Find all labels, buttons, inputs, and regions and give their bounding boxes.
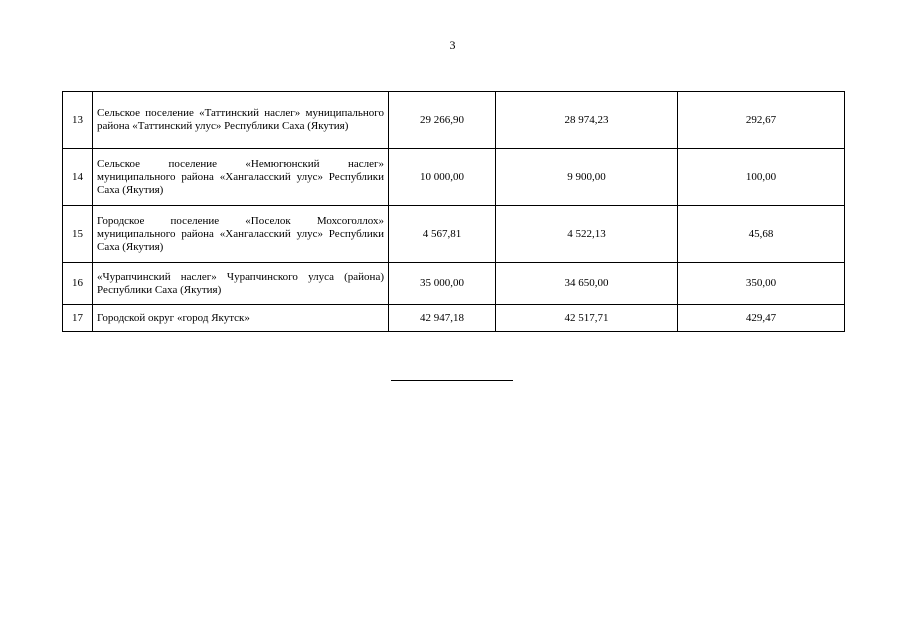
row-number: 16 [63,263,93,305]
table-row [63,263,845,305]
federal-amount: 42 517,71 [496,305,678,332]
total-amount: 35 000,00 [389,263,496,305]
federal-amount: 28 974,23 [496,92,678,149]
table-row [63,206,845,263]
row-number: 14 [63,149,93,206]
table-row [63,149,845,206]
allocation-table [62,91,845,332]
row-number: 17 [63,305,93,332]
total-amount: 4 567,81 [389,206,496,263]
row-number: 15 [63,206,93,263]
regional-amount: 350,00 [678,263,845,305]
regional-amount: 292,67 [678,92,845,149]
municipality-name: Городской округ «город Якутск» [93,305,389,332]
regional-amount: 429,47 [678,305,845,332]
total-amount: 10 000,00 [389,149,496,206]
municipality-name: Городское поселение «Поселок Мохсоголлох» муниципального района «Хангаласский улус» Республики Саха (Якутия) [93,206,389,263]
total-amount: 29 266,90 [389,92,496,149]
end-of-document-rule [391,380,513,381]
regional-amount: 100,00 [678,149,845,206]
row-number: 13 [63,92,93,149]
federal-amount: 4 522,13 [496,206,678,263]
page-number: 3 [449,38,456,52]
table-row [63,92,845,149]
federal-amount: 34 650,00 [496,263,678,305]
municipality-name: Сельское поселение «Таттинский наслег» муниципального района «Таттинский улус» Республики Саха (Якутия) [93,92,389,149]
municipality-name: Сельское поселение «Немюгюнский наслег» муниципального района «Хангаласский улус» Республики Саха (Якутия) [93,149,389,206]
regional-amount: 45,68 [678,206,845,263]
total-amount: 42 947,18 [389,305,496,332]
municipality-name: «Чурапчинский наслег» Чурапчинского улуса (района) Республики Саха (Якутия) [93,263,389,305]
table-row [63,305,845,332]
federal-amount: 9 900,00 [496,149,678,206]
